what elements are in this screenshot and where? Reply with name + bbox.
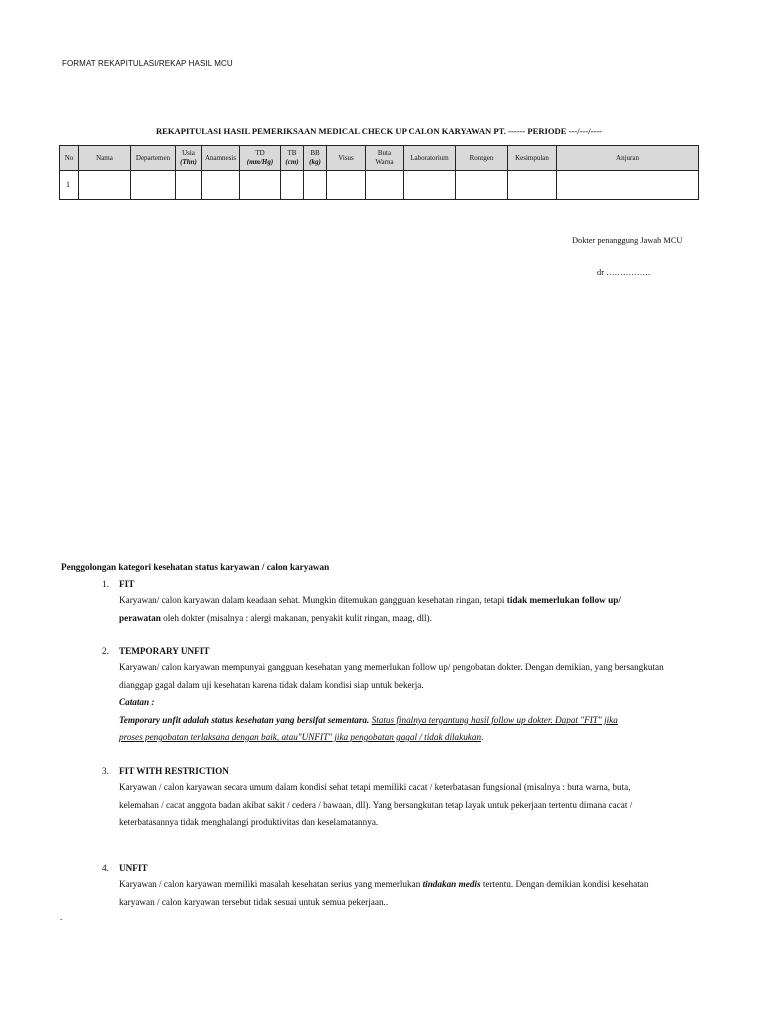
header-usia-unit: (Thn) <box>180 158 197 166</box>
cell-laboratorium <box>404 171 456 200</box>
cell-no: 1 <box>60 171 79 200</box>
category-2-note-d: . <box>481 732 484 742</box>
header-bb <box>304 146 327 171</box>
header-td-unit: (mm/Hg) <box>246 158 274 166</box>
cell-nama <box>79 171 131 200</box>
header-td-label: TD <box>255 149 265 158</box>
table-row <box>60 171 699 200</box>
header-laboratorium: Laboratorium <box>404 146 456 171</box>
category-2-title: TEMPORARY UNFIT <box>119 646 210 656</box>
category-4-text-c: tertentu. Dengan demikian kondisi kesehatan <box>480 879 649 889</box>
category-3-line-1: Karyawan / calon karyawan secara umum dalam kondisi sehat tetapi memiliki cacat / keterbatasan fungsional (misalnya : buta warna, buta, <box>119 782 631 792</box>
header-nama: Nama <box>79 146 131 171</box>
cell-usia <box>176 171 202 200</box>
cell-td <box>240 171 281 200</box>
cell-departemen <box>131 171 176 200</box>
category-3-number: 3. <box>102 766 109 776</box>
header-tb <box>281 146 304 171</box>
signature-name: dr ……………. <box>597 268 651 277</box>
cell-visus <box>327 171 366 200</box>
category-4-number: 4. <box>102 863 109 873</box>
category-2-line-2: dianggap gagal dalam uji kesehatan karena tidak dalam kondisi siap untuk bekerja. <box>119 679 424 690</box>
header-tb-label: TB <box>287 149 297 158</box>
category-4-text-b: tindakan medis <box>422 879 481 889</box>
category-3-line-2: kelemahan / cacat anggota badan akibat sakit / cedera / bawaan, dll). Yang bersangkutan tetap layak untuk pekerjaan tertentu dimana cacat / <box>119 799 633 810</box>
header-bb-label: BB <box>310 149 320 158</box>
category-1-text-a: Karyawan/ calon karyawan dalam keadaan sehat. Mungkin ditemukan gangguan kesehatan ringan, tetapi <box>119 595 507 605</box>
header-anjuran: Anjuran <box>557 146 699 171</box>
header-buta-label: Buta <box>377 149 392 158</box>
cell-anamnesis <box>202 171 240 200</box>
category-2-note-label: Catatan : <box>119 697 155 707</box>
category-1-text-b: tidak memerlukan follow up/ <box>506 595 621 605</box>
category-1-text-d: oleh dokter (misalnya : alergi makanan, penyakit kulit ringan, maag, dll). <box>160 612 432 623</box>
category-4-title: UNFIT <box>119 863 148 873</box>
category-1-number: 1. <box>102 579 109 589</box>
category-2-note-b: Status finalnya tergantung hasil follow up dokter. Dapat "FIT" jika <box>371 714 618 725</box>
header-buta-warna <box>366 146 404 171</box>
document-header: FORMAT REKAPITULASI/REKAP HASIL MCU <box>62 59 233 68</box>
cell-kesimpulan <box>508 171 557 200</box>
category-2-description <box>119 659 709 747</box>
cell-anjuran <box>557 171 699 200</box>
category-4-line-2: karyawan / calon karyawan tersebut tidak sesuai untuk semua pekerjaan.. <box>119 896 389 907</box>
category-2-number: 2. <box>102 646 109 656</box>
header-rontgen: Rontgen <box>456 146 508 171</box>
category-3-line-3: keterbatasannya tidak menghalangi produktivitas dan keselamatannya. <box>119 817 379 827</box>
header-anamnesis: Anamnesis <box>202 146 240 171</box>
category-1-title: FIT <box>119 579 135 589</box>
category-1-text-c: perawatan <box>119 612 161 623</box>
table-header-row <box>60 146 699 171</box>
mcu-recap-table <box>59 145 699 200</box>
header-warna-label: Warna <box>375 158 394 166</box>
category-3-title: FIT WITH RESTRICTION <box>119 766 229 776</box>
header-tb-unit: (cm) <box>285 158 299 166</box>
section-heading: Penggolongan kategori kesehatan status karyawan / calon karyawan <box>61 562 330 572</box>
table-title: REKAPITULASI HASIL PEMERIKSAAN MEDICAL CHECK UP CALON KARYAWAN PT. ------ PERIODE ---/---/---- <box>155 126 603 136</box>
category-4-description <box>119 876 709 911</box>
category-2-line-1: Karyawan/ calon karyawan mempunyai gangguan kesehatan yang memerlukan follow up/ pengobatan dokter. Dengan demikian, yang bersangkutan <box>119 662 664 672</box>
header-departemen: Departemen <box>131 146 176 171</box>
footer-mark: . <box>60 912 63 922</box>
cell-buta-warna <box>366 171 404 200</box>
signature-label: Dokter penanggung Jawab MCU <box>572 236 683 245</box>
category-4-text-a: Karyawan / calon karyawan memiliki masalah kesehatan serius yang memerlukan <box>119 879 423 889</box>
header-no: No <box>60 146 79 171</box>
cell-rontgen <box>456 171 508 200</box>
header-usia <box>176 146 202 171</box>
cell-bb <box>304 171 327 200</box>
category-1-description <box>119 592 709 627</box>
header-visus: Visus <box>327 146 366 171</box>
category-2-note-c: proses pengobatan terlaksana dengan baik, atau"UNFIT" jika pengobatan gagal / tidak dilakukan <box>119 732 482 742</box>
category-2-note-a: Temporary unfit adalah status kesehatan yang bersifat sementara. <box>119 714 372 725</box>
header-bb-unit: (kg) <box>309 158 321 166</box>
cell-tb <box>281 171 304 200</box>
header-td <box>240 146 281 171</box>
category-3-description <box>119 779 709 832</box>
header-kesimpulan: Kesimpulan <box>508 146 557 171</box>
header-usia-label: Usia <box>182 149 195 158</box>
